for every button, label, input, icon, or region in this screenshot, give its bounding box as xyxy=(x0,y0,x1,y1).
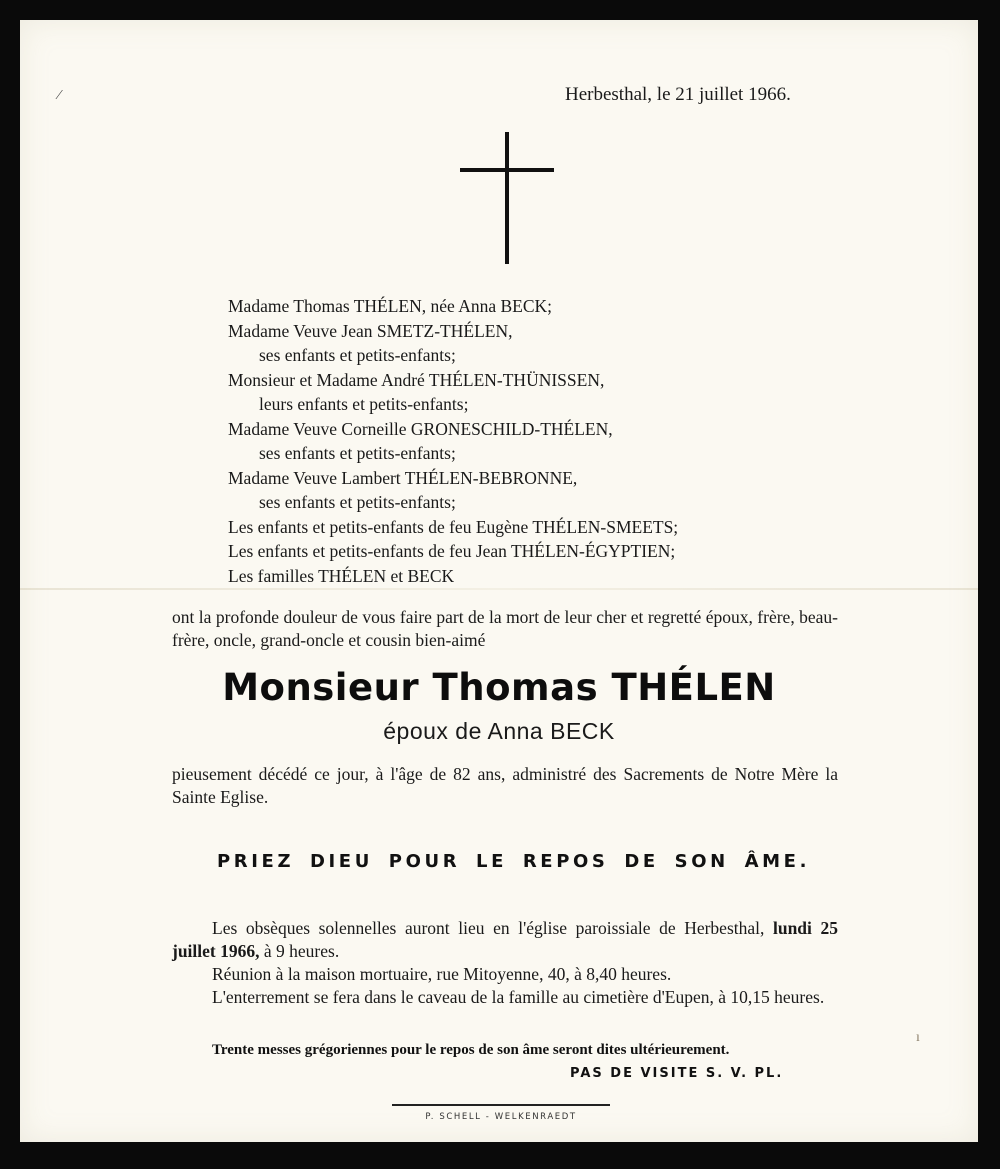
printer-rule xyxy=(392,1104,610,1106)
family-line: ses enfants et petits-enfants; xyxy=(259,492,456,512)
family-line: Madame Veuve Jean SMETZ-THÉLEN, xyxy=(228,320,513,341)
cross-horizontal-bar xyxy=(460,168,554,172)
funeral-burial: L'enterrement se fera dans le caveau de la famille au cimetière d'Eupen, à 10,15 heures. xyxy=(212,987,825,1007)
deceased-spouse: époux de Anna BECK xyxy=(383,718,615,744)
paper-speck: ı xyxy=(916,1030,920,1045)
no-visit-notice: PAS DE VISITE S. V. PL. xyxy=(570,1066,784,1081)
family-line: leurs enfants et petits-enfants; xyxy=(259,394,469,414)
masses-notice: Trente messes grégoriennes pour le repos de son âme seront dites ultérieurement. xyxy=(212,1042,730,1058)
funeral-church-line xyxy=(172,917,838,963)
family-line: Les enfants et petits-enfants de feu Jean THÉLEN-ÉGYPTIEN; xyxy=(228,541,676,561)
printer-credit: P. SCHELL - WELKENRAEDT xyxy=(425,1112,577,1122)
family-line: ses enfants et petits-enfants; xyxy=(259,345,456,365)
family-line: Les enfants et petits-enfants de feu Eugène THÉLEN-SMEETS; xyxy=(228,516,679,537)
pen-mark: ⁄ xyxy=(58,88,61,103)
deceased-name: Monsieur Thomas THÉLEN xyxy=(222,666,776,709)
funeral-details xyxy=(172,917,838,1009)
death-notice-text: pieusement décédé ce jour, à l'âge de 82 ans, administré des Sacrements de Notre Mère la Sainte Eglise. xyxy=(172,764,838,807)
family-line: Monsieur et Madame André THÉLEN-THÜNISSEN, xyxy=(228,369,605,390)
announcement-text: ont la profonde douleur de vous faire part de la mort de leur cher et regretté époux, frère, beau-frère, oncle, grand-oncle et cousin bien-aimé xyxy=(172,607,838,650)
funeral-church-text: Les obsèques solennelles auront lieu en l'église paroissiale de Herbesthal, xyxy=(212,918,765,938)
family-line: Les familles THÉLEN et BECK xyxy=(228,565,455,586)
family-list xyxy=(228,294,678,588)
family-line: Madame Veuve Lambert THÉLEN-BEBRONNE, xyxy=(228,467,578,488)
obituary-card xyxy=(20,20,978,1142)
family-line: ses enfants et petits-enfants; xyxy=(259,443,456,463)
family-line: Madame Thomas THÉLEN, née Anna BECK; xyxy=(228,296,553,316)
funeral-time: à 9 heures. xyxy=(263,941,340,961)
cross-vertical-bar xyxy=(505,132,509,264)
funeral-meeting: Réunion à la maison mortuaire, rue Mitoyenne, 40, à 8,40 heures. xyxy=(212,964,672,984)
date-line: Herbesthal, le 21 juillet 1966. xyxy=(565,84,791,105)
funeral-date: lundi 25 juillet 1966, xyxy=(172,918,839,961)
paper-fold-line xyxy=(20,588,978,590)
family-line: Madame Veuve Corneille GRONESCHILD-THÉLEN, xyxy=(228,418,613,439)
prayer-line: PRIEZ DIEU POUR LE REPOS DE SON ÂME. xyxy=(217,851,811,872)
